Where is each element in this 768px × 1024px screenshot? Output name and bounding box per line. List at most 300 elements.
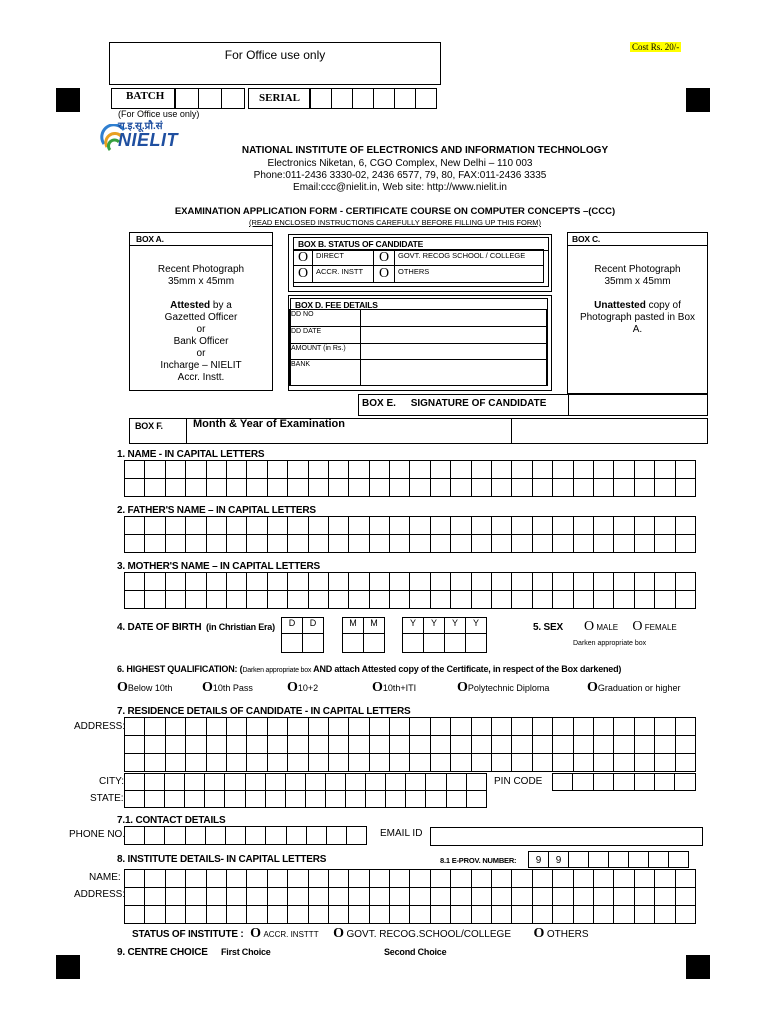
email-field[interactable]: [430, 827, 703, 846]
mother-name-cell[interactable]: [552, 590, 573, 609]
name-cell[interactable]: [450, 478, 471, 497]
mother-name-cell[interactable]: [471, 590, 492, 609]
city-state-cell[interactable]: [184, 773, 205, 791]
address-cell[interactable]: [328, 735, 349, 754]
address-cell[interactable]: [124, 735, 145, 754]
serial-cell[interactable]: [373, 88, 395, 109]
status-govt-radio[interactable]: O: [373, 249, 395, 266]
address-cell[interactable]: [226, 753, 247, 772]
father-name-cell[interactable]: [246, 516, 267, 535]
phone-cell[interactable]: [144, 826, 165, 845]
institute-cell[interactable]: [430, 905, 451, 924]
dob-year-cell[interactable]: [465, 633, 487, 653]
institute-cell[interactable]: [471, 887, 492, 906]
name-cell[interactable]: [226, 478, 247, 497]
name-cell[interactable]: [430, 460, 451, 479]
mother-name-cell[interactable]: [573, 590, 594, 609]
qual-below10-radio[interactable]: O: [117, 680, 128, 695]
name-cell[interactable]: [287, 460, 308, 479]
father-name-cell[interactable]: [165, 516, 186, 535]
exam-month-year-field[interactable]: [511, 418, 708, 444]
institute-cell[interactable]: [267, 869, 288, 888]
father-name-cell[interactable]: [613, 534, 634, 553]
institute-cell[interactable]: [573, 869, 594, 888]
institute-cell[interactable]: [491, 869, 512, 888]
address-cell[interactable]: [532, 753, 553, 772]
father-name-cell[interactable]: [675, 516, 696, 535]
city-state-cell[interactable]: [164, 790, 185, 808]
phone-cell[interactable]: [124, 826, 145, 845]
father-name-cell[interactable]: [471, 534, 492, 553]
name-cell[interactable]: [675, 478, 696, 497]
father-name-cell[interactable]: [511, 516, 532, 535]
institute-cell[interactable]: [246, 869, 267, 888]
pin-cell[interactable]: [634, 773, 655, 791]
name-cell[interactable]: [308, 478, 329, 497]
address-cell[interactable]: [369, 717, 390, 736]
institute-cell[interactable]: [246, 887, 267, 906]
institute-cell[interactable]: [675, 887, 696, 906]
institute-cell[interactable]: [185, 905, 206, 924]
address-cell[interactable]: [226, 717, 247, 736]
father-name-cell[interactable]: [308, 534, 329, 553]
institute-cell[interactable]: [613, 905, 634, 924]
address-cell[interactable]: [552, 735, 573, 754]
institute-cell[interactable]: [124, 869, 145, 888]
city-state-cell[interactable]: [345, 773, 366, 791]
father-name-cell[interactable]: [409, 534, 430, 553]
eprov-cell[interactable]: [668, 851, 689, 868]
name-cell[interactable]: [675, 460, 696, 479]
institute-cell[interactable]: [165, 887, 186, 906]
mother-name-cell[interactable]: [532, 572, 553, 591]
institute-cell[interactable]: [491, 887, 512, 906]
mother-name-cell[interactable]: [634, 590, 655, 609]
father-name-cell[interactable]: [206, 516, 227, 535]
mother-name-cell[interactable]: [634, 572, 655, 591]
address-cell[interactable]: [165, 717, 186, 736]
father-name-cell[interactable]: [675, 534, 696, 553]
institute-cell[interactable]: [675, 905, 696, 924]
mother-name-cell[interactable]: [369, 590, 390, 609]
institute-cell[interactable]: [206, 905, 227, 924]
qual-diploma-radio[interactable]: O: [457, 680, 468, 695]
mother-name-cell[interactable]: [328, 572, 349, 591]
eprov-cell[interactable]: [648, 851, 669, 868]
address-cell[interactable]: [511, 717, 532, 736]
address-cell[interactable]: [267, 717, 288, 736]
institute-cell[interactable]: [308, 887, 329, 906]
institute-cell[interactable]: [511, 869, 532, 888]
institute-cell[interactable]: [430, 887, 451, 906]
qual-10th-radio[interactable]: O: [202, 680, 213, 695]
address-cell[interactable]: [654, 735, 675, 754]
address-cell[interactable]: [165, 735, 186, 754]
address-cell[interactable]: [634, 735, 655, 754]
address-cell[interactable]: [471, 717, 492, 736]
name-cell[interactable]: [573, 478, 594, 497]
institute-cell[interactable]: [144, 887, 165, 906]
name-cell[interactable]: [328, 460, 349, 479]
institute-cell[interactable]: [654, 887, 675, 906]
dd-no-field[interactable]: [360, 309, 547, 327]
address-cell[interactable]: [246, 753, 267, 772]
serial-cell[interactable]: [310, 88, 332, 109]
mother-name-cell[interactable]: [287, 590, 308, 609]
name-cell[interactable]: [165, 478, 186, 497]
institute-cell[interactable]: [409, 869, 430, 888]
phone-cell[interactable]: [164, 826, 185, 845]
mother-name-cell[interactable]: [593, 590, 614, 609]
phone-cell[interactable]: [346, 826, 367, 845]
city-state-cell[interactable]: [385, 790, 406, 808]
institute-cell[interactable]: [206, 869, 227, 888]
eprov-cell[interactable]: [588, 851, 609, 868]
mother-name-cell[interactable]: [675, 572, 696, 591]
mother-name-cell[interactable]: [532, 590, 553, 609]
institute-cell[interactable]: [246, 905, 267, 924]
pin-cell[interactable]: [572, 773, 593, 791]
name-cell[interactable]: [246, 478, 267, 497]
father-name-cell[interactable]: [226, 516, 247, 535]
institute-cell[interactable]: [124, 887, 145, 906]
institute-cell[interactable]: [471, 905, 492, 924]
address-cell[interactable]: [206, 717, 227, 736]
mother-name-cell[interactable]: [226, 572, 247, 591]
name-cell[interactable]: [471, 460, 492, 479]
status-accr-radio[interactable]: O: [293, 265, 313, 283]
city-state-cell[interactable]: [405, 790, 426, 808]
mother-name-cell[interactable]: [206, 572, 227, 591]
institute-cell[interactable]: [267, 905, 288, 924]
mother-name-cell[interactable]: [430, 590, 451, 609]
institute-cell[interactable]: [348, 869, 369, 888]
address-cell[interactable]: [206, 735, 227, 754]
mother-name-cell[interactable]: [654, 590, 675, 609]
institute-cell[interactable]: [389, 905, 410, 924]
father-name-cell[interactable]: [654, 534, 675, 553]
address-cell[interactable]: [348, 717, 369, 736]
phone-cell[interactable]: [306, 826, 327, 845]
institute-cell[interactable]: [634, 869, 655, 888]
institute-cell[interactable]: [369, 887, 390, 906]
name-cell[interactable]: [450, 460, 471, 479]
address-cell[interactable]: [267, 753, 288, 772]
address-cell[interactable]: [226, 735, 247, 754]
sex-female-radio[interactable]: O: [632, 619, 643, 634]
address-cell[interactable]: [430, 735, 451, 754]
mother-name-cell[interactable]: [654, 572, 675, 591]
institute-cell[interactable]: [552, 887, 573, 906]
city-state-cell[interactable]: [425, 790, 446, 808]
institute-cell[interactable]: [654, 869, 675, 888]
dob-month-cell[interactable]: [363, 633, 385, 653]
institute-cell[interactable]: [267, 887, 288, 906]
city-state-cell[interactable]: [466, 773, 487, 791]
father-name-cell[interactable]: [389, 534, 410, 553]
father-name-cell[interactable]: [144, 516, 165, 535]
institute-cell[interactable]: [287, 905, 308, 924]
father-name-cell[interactable]: [450, 534, 471, 553]
dob-month-cell[interactable]: [342, 633, 364, 653]
address-cell[interactable]: [124, 717, 145, 736]
pin-cell[interactable]: [593, 773, 614, 791]
phone-cell[interactable]: [265, 826, 286, 845]
mother-name-cell[interactable]: [613, 590, 634, 609]
institute-cell[interactable]: [593, 905, 614, 924]
father-name-cell[interactable]: [511, 534, 532, 553]
institute-cell[interactable]: [634, 905, 655, 924]
address-cell[interactable]: [144, 717, 165, 736]
serial-cell[interactable]: [394, 88, 416, 109]
institute-cell[interactable]: [532, 869, 553, 888]
dob-year-cell[interactable]: [402, 633, 424, 653]
name-cell[interactable]: [369, 460, 390, 479]
address-cell[interactable]: [450, 753, 471, 772]
address-cell[interactable]: [491, 753, 512, 772]
name-cell[interactable]: [389, 478, 410, 497]
address-cell[interactable]: [409, 717, 430, 736]
city-state-cell[interactable]: [265, 773, 286, 791]
city-state-cell[interactable]: [144, 773, 165, 791]
address-cell[interactable]: [369, 735, 390, 754]
city-state-cell[interactable]: [446, 790, 467, 808]
institute-cell[interactable]: [226, 869, 247, 888]
name-cell[interactable]: [226, 460, 247, 479]
phone-cell[interactable]: [245, 826, 266, 845]
father-name-cell[interactable]: [634, 534, 655, 553]
institute-cell[interactable]: [552, 869, 573, 888]
address-cell[interactable]: [593, 753, 614, 772]
phone-cell[interactable]: [286, 826, 307, 845]
father-name-cell[interactable]: [654, 516, 675, 535]
address-cell[interactable]: [491, 735, 512, 754]
name-cell[interactable]: [552, 460, 573, 479]
institute-cell[interactable]: [124, 905, 145, 924]
city-state-cell[interactable]: [245, 773, 266, 791]
mother-name-cell[interactable]: [267, 572, 288, 591]
city-state-cell[interactable]: [224, 773, 245, 791]
name-cell[interactable]: [491, 460, 512, 479]
name-cell[interactable]: [613, 478, 634, 497]
mother-name-cell[interactable]: [409, 590, 430, 609]
name-cell[interactable]: [593, 460, 614, 479]
address-cell[interactable]: [511, 753, 532, 772]
name-cell[interactable]: [511, 478, 532, 497]
mother-name-cell[interactable]: [185, 572, 206, 591]
institute-cell[interactable]: [511, 887, 532, 906]
mother-name-cell[interactable]: [389, 590, 410, 609]
mother-name-cell[interactable]: [348, 590, 369, 609]
father-name-cell[interactable]: [430, 516, 451, 535]
name-cell[interactable]: [206, 460, 227, 479]
institute-cell[interactable]: [450, 887, 471, 906]
father-name-cell[interactable]: [287, 516, 308, 535]
dob-day-cell[interactable]: [302, 633, 324, 653]
phone-cell[interactable]: [185, 826, 206, 845]
batch-cell[interactable]: [221, 88, 245, 109]
institute-cell[interactable]: [532, 905, 553, 924]
pin-cell[interactable]: [654, 773, 675, 791]
city-state-cell[interactable]: [184, 790, 205, 808]
father-name-cell[interactable]: [369, 516, 390, 535]
father-name-cell[interactable]: [267, 516, 288, 535]
mother-name-cell[interactable]: [267, 590, 288, 609]
institute-cell[interactable]: [593, 869, 614, 888]
address-cell[interactable]: [144, 735, 165, 754]
father-name-cell[interactable]: [409, 516, 430, 535]
mother-name-cell[interactable]: [226, 590, 247, 609]
mother-name-cell[interactable]: [308, 590, 329, 609]
name-cell[interactable]: [348, 460, 369, 479]
city-state-cell[interactable]: [204, 773, 225, 791]
dob-year-cell[interactable]: [423, 633, 445, 653]
dob-day-cell[interactable]: [281, 633, 303, 653]
address-cell[interactable]: [675, 735, 696, 754]
mother-name-cell[interactable]: [409, 572, 430, 591]
address-cell[interactable]: [144, 753, 165, 772]
father-name-cell[interactable]: [165, 534, 186, 553]
mother-name-cell[interactable]: [613, 572, 634, 591]
father-name-cell[interactable]: [328, 534, 349, 553]
address-cell[interactable]: [471, 735, 492, 754]
address-cell[interactable]: [409, 735, 430, 754]
name-cell[interactable]: [409, 478, 430, 497]
name-cell[interactable]: [144, 460, 165, 479]
address-cell[interactable]: [613, 735, 634, 754]
name-cell[interactable]: [328, 478, 349, 497]
mother-name-cell[interactable]: [124, 572, 145, 591]
city-state-cell[interactable]: [204, 790, 225, 808]
city-state-cell[interactable]: [144, 790, 165, 808]
institute-cell[interactable]: [144, 905, 165, 924]
mother-name-cell[interactable]: [593, 572, 614, 591]
city-state-cell[interactable]: [365, 790, 386, 808]
mother-name-cell[interactable]: [511, 590, 532, 609]
institute-cell[interactable]: [348, 905, 369, 924]
mother-name-cell[interactable]: [491, 590, 512, 609]
name-cell[interactable]: [144, 478, 165, 497]
institute-cell[interactable]: [226, 887, 247, 906]
city-state-cell[interactable]: [224, 790, 245, 808]
address-cell[interactable]: [552, 753, 573, 772]
pin-cell[interactable]: [613, 773, 634, 791]
father-name-cell[interactable]: [226, 534, 247, 553]
eprov-cell[interactable]: [608, 851, 629, 868]
qual-12th-radio[interactable]: O: [287, 680, 298, 695]
name-cell[interactable]: [593, 478, 614, 497]
institute-cell[interactable]: [491, 905, 512, 924]
institute-cell[interactable]: [165, 869, 186, 888]
address-cell[interactable]: [573, 717, 594, 736]
institute-cell[interactable]: [450, 905, 471, 924]
mother-name-cell[interactable]: [430, 572, 451, 591]
inst-accr-radio[interactable]: O: [250, 926, 261, 941]
institute-cell[interactable]: [144, 869, 165, 888]
city-state-cell[interactable]: [325, 773, 346, 791]
pin-cell[interactable]: [674, 773, 695, 791]
name-cell[interactable]: [124, 478, 145, 497]
city-state-cell[interactable]: [305, 790, 326, 808]
father-name-cell[interactable]: [308, 516, 329, 535]
name-cell[interactable]: [552, 478, 573, 497]
address-cell[interactable]: [675, 717, 696, 736]
address-cell[interactable]: [613, 753, 634, 772]
address-cell[interactable]: [308, 753, 329, 772]
signature-field[interactable]: [568, 394, 708, 416]
name-cell[interactable]: [573, 460, 594, 479]
institute-cell[interactable]: [185, 887, 206, 906]
father-name-cell[interactable]: [634, 516, 655, 535]
dob-year-cell[interactable]: [444, 633, 466, 653]
address-cell[interactable]: [675, 753, 696, 772]
city-state-cell[interactable]: [305, 773, 326, 791]
name-cell[interactable]: [409, 460, 430, 479]
institute-cell[interactable]: [409, 887, 430, 906]
address-cell[interactable]: [389, 735, 410, 754]
father-name-cell[interactable]: [185, 516, 206, 535]
name-cell[interactable]: [654, 478, 675, 497]
institute-cell[interactable]: [511, 905, 532, 924]
institute-cell[interactable]: [430, 869, 451, 888]
institute-cell[interactable]: [573, 887, 594, 906]
institute-cell[interactable]: [328, 905, 349, 924]
address-cell[interactable]: [246, 735, 267, 754]
address-cell[interactable]: [491, 717, 512, 736]
name-cell[interactable]: [185, 478, 206, 497]
amount-field[interactable]: [360, 343, 547, 360]
father-name-cell[interactable]: [369, 534, 390, 553]
name-cell[interactable]: [348, 478, 369, 497]
institute-cell[interactable]: [613, 887, 634, 906]
qual-iti-radio[interactable]: O: [372, 680, 383, 695]
father-name-cell[interactable]: [573, 516, 594, 535]
address-cell[interactable]: [165, 753, 186, 772]
address-cell[interactable]: [654, 753, 675, 772]
name-cell[interactable]: [634, 460, 655, 479]
address-cell[interactable]: [430, 717, 451, 736]
institute-cell[interactable]: [471, 869, 492, 888]
address-cell[interactable]: [348, 753, 369, 772]
father-name-cell[interactable]: [246, 534, 267, 553]
mother-name-cell[interactable]: [185, 590, 206, 609]
institute-cell[interactable]: [185, 869, 206, 888]
address-cell[interactable]: [124, 753, 145, 772]
address-cell[interactable]: [593, 735, 614, 754]
city-state-cell[interactable]: [405, 773, 426, 791]
bank-field[interactable]: [360, 359, 547, 386]
mother-name-cell[interactable]: [144, 590, 165, 609]
address-cell[interactable]: [532, 717, 553, 736]
institute-cell[interactable]: [389, 887, 410, 906]
mother-name-cell[interactable]: [246, 572, 267, 591]
address-cell[interactable]: [287, 735, 308, 754]
father-name-cell[interactable]: [552, 516, 573, 535]
city-state-cell[interactable]: [285, 773, 306, 791]
address-cell[interactable]: [267, 735, 288, 754]
city-state-cell[interactable]: [345, 790, 366, 808]
city-state-cell[interactable]: [164, 773, 185, 791]
name-cell[interactable]: [369, 478, 390, 497]
institute-cell[interactable]: [369, 869, 390, 888]
name-cell[interactable]: [532, 478, 553, 497]
address-cell[interactable]: [328, 753, 349, 772]
institute-cell[interactable]: [573, 905, 594, 924]
institute-cell[interactable]: [206, 887, 227, 906]
name-cell[interactable]: [511, 460, 532, 479]
dd-date-field[interactable]: [360, 326, 547, 344]
city-state-cell[interactable]: [285, 790, 306, 808]
